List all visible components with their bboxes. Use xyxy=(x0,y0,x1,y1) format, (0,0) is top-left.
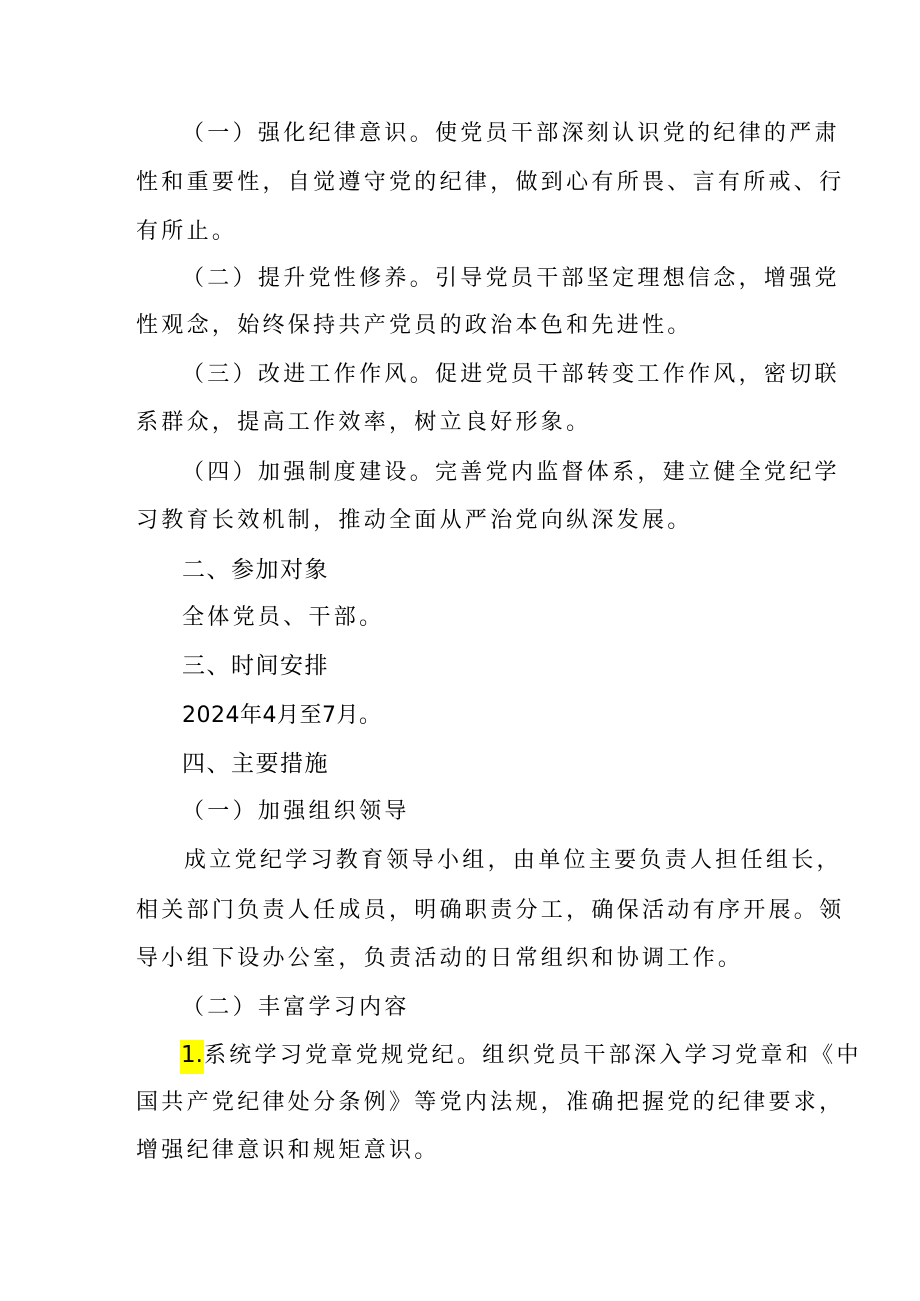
schedule-text: 2024年4月至7月。 xyxy=(182,703,382,728)
objective-2-line-1: （二）提升党性修养。引导党员干部坚定理想信念，增强党 xyxy=(182,266,840,291)
study-item-1-text: 系统学习党章党规党纪。组织党员干部深入学习党章和《中 xyxy=(203,1043,862,1068)
objective-1-line-1: （一）强化纪律意识。使党员干部深刻认识党的纪律的严肃 xyxy=(182,121,840,146)
study-item-1-line-1 xyxy=(180,1040,862,1071)
highlighted-item-number: 1. xyxy=(180,1040,204,1074)
study-item-1-line-2: 国共产党纪律处分条例》等党内法规，准确把握党的纪律要求， xyxy=(136,1090,845,1115)
objective-3-line-1: （三）改进工作作风。促进党员干部转变工作作风，密切联 xyxy=(182,362,840,387)
objective-2-line-2: 性观念，始终保持共产党员的政治本色和先进性。 xyxy=(136,313,693,338)
measure-2-title: （二）丰富学习内容 xyxy=(182,995,410,1020)
measure-1-line-3: 导小组下设办公室，负责活动的日常组织和协调工作。 xyxy=(136,946,744,971)
measure-1-title: （一）加强组织领导 xyxy=(182,799,410,824)
section-heading-measures: 四、主要措施 xyxy=(182,751,329,777)
objective-1-line-3: 有所止。 xyxy=(136,219,238,244)
objective-4-line-1: （四）加强制度建设。完善党内监督体系，建立健全党纪学 xyxy=(182,460,840,485)
section-heading-participants: 二、参加对象 xyxy=(182,557,329,583)
objective-1-line-2: 性和重要性，自觉遵守党的纪律，做到心有所畏、言有所戒、行 xyxy=(136,170,845,195)
objective-3-line-2: 系群众，提高工作效率，树立良好形象。 xyxy=(136,410,592,435)
objective-4-line-2: 习教育长效机制，推动全面从严治党向纵深发展。 xyxy=(136,508,693,533)
study-item-1-line-3: 增强纪律意识和规矩意识。 xyxy=(136,1138,440,1163)
participants-text: 全体党员、干部。 xyxy=(182,605,385,630)
measure-1-line-2: 相关部门负责人任成员，明确职责分工，确保活动有序开展。领 xyxy=(136,898,845,923)
section-heading-schedule: 三、时间安排 xyxy=(182,653,329,679)
measure-1-line-1: 成立党纪学习教育领导小组，由单位主要负责人担任组长， xyxy=(184,848,842,873)
